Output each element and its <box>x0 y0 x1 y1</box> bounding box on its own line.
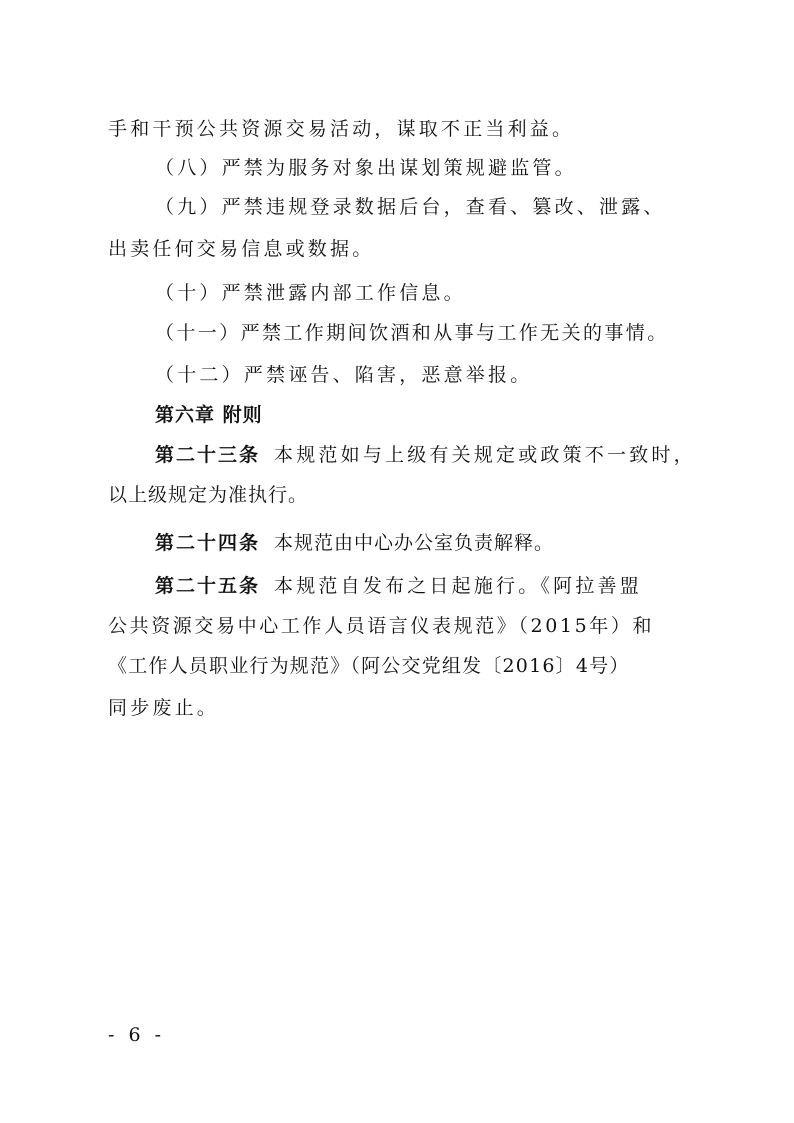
article-25-continued-1: 公共资源交易中心工作人员语言仪表规范》（2015年）和 <box>108 615 655 637</box>
article-25-text: 本规范自发布之日起施行。《阿拉善盟 <box>274 575 642 597</box>
article-24-label: 第二十四条 <box>155 532 261 554</box>
body-line-1: 手和干预公共资源交易活动，谋取不正当利益。 <box>108 118 575 140</box>
chapter-heading: 第六章 附则 <box>155 404 263 426</box>
prohibition-item-12: （十二）严禁诬告、陷害，恶意举报。 <box>155 364 533 386</box>
prohibition-item-8: （八）严禁为服务对象出谋划策规避监管。 <box>155 157 577 179</box>
article-23-continued: 以上级规定为准执行。 <box>108 484 309 506</box>
article-23-label: 第二十三条 <box>155 444 261 466</box>
article-25-continued-2: 《工作人员职业行为规范》（阿公交党组发〔2016〕4号） <box>108 655 630 677</box>
article-24-text: 本规范由中心办公室负责解释。 <box>274 532 555 554</box>
prohibition-item-10: （十）严禁泄露内部工作信息。 <box>155 282 466 304</box>
article-23-text: 本规范如与上级有关规定或政策不一致时， <box>274 444 696 466</box>
article-23 <box>155 442 698 468</box>
page-number: - 6 - <box>108 1024 166 1046</box>
article-25-label: 第二十五条 <box>155 575 261 597</box>
article-25-continued-3: 同步废止。 <box>108 697 220 719</box>
prohibition-item-9-continued: 出卖任何交易信息或数据。 <box>108 238 375 260</box>
article-24 <box>155 530 698 556</box>
prohibition-item-9: （九）严禁违规登录数据后台，查看、篡改、泄露、 <box>155 196 666 218</box>
prohibition-item-11: （十一）严禁工作期间饮酒和从事与工作无关的事情。 <box>155 322 669 344</box>
article-25 <box>155 573 698 599</box>
